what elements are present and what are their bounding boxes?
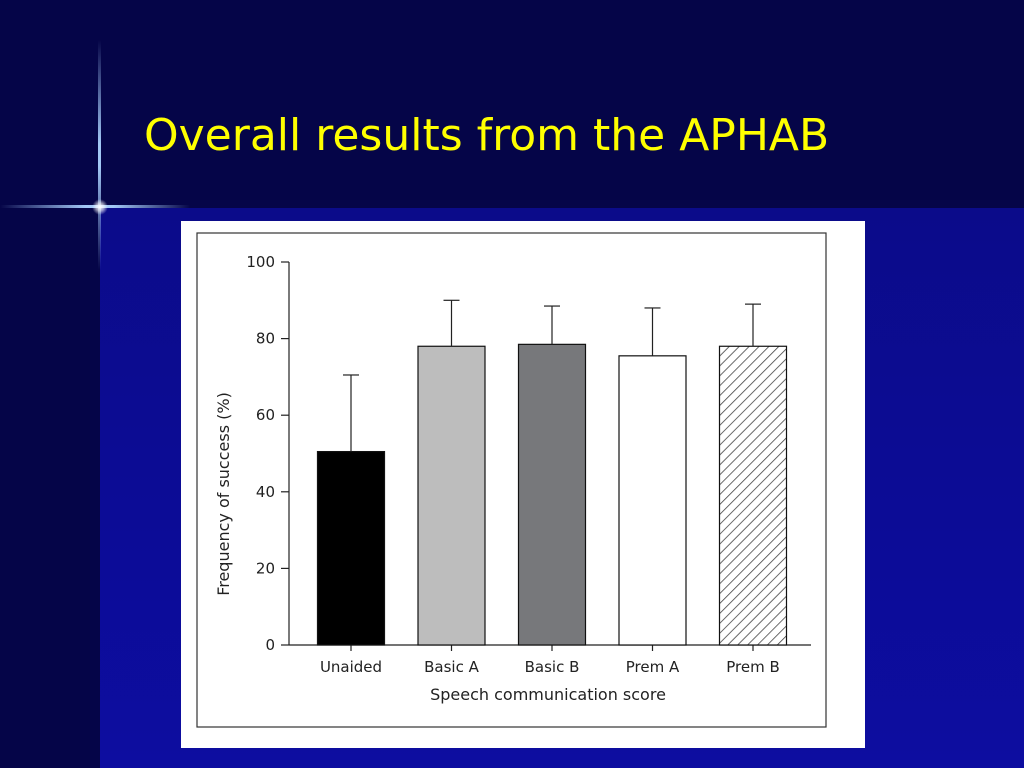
x-tick-label: Basic A (424, 658, 479, 676)
bar-basic-b (519, 344, 586, 645)
bar-prem-a (619, 356, 686, 645)
decorative-vertical-line (98, 40, 101, 270)
slide-header-background (0, 0, 1024, 208)
x-tick-label: Prem A (625, 658, 680, 676)
slide-title: Overall results from the APHAB (144, 110, 830, 161)
y-tick-label: 60 (255, 406, 275, 425)
bar-prem-b (720, 346, 787, 645)
y-tick-label: 100 (246, 253, 275, 271)
bar-unaided (318, 452, 385, 645)
y-tick-label: 40 (255, 482, 275, 501)
y-tick-label: 80 (255, 329, 275, 348)
figure-panel (181, 221, 865, 748)
slide-left-band (0, 208, 100, 768)
x-axis-label: Speech communication score (430, 685, 666, 704)
sparkle-icon (92, 199, 108, 215)
bar-chart (181, 221, 865, 748)
bar-basic-a (418, 346, 485, 645)
y-tick-label: 20 (255, 559, 275, 578)
y-tick-label: 0 (265, 636, 275, 654)
x-tick-label: Unaided (319, 658, 383, 676)
x-tick-label: Basic B (524, 658, 580, 676)
x-tick-label: Prem B (726, 658, 780, 676)
y-axis-label: Frequency of success (%) (214, 392, 233, 596)
